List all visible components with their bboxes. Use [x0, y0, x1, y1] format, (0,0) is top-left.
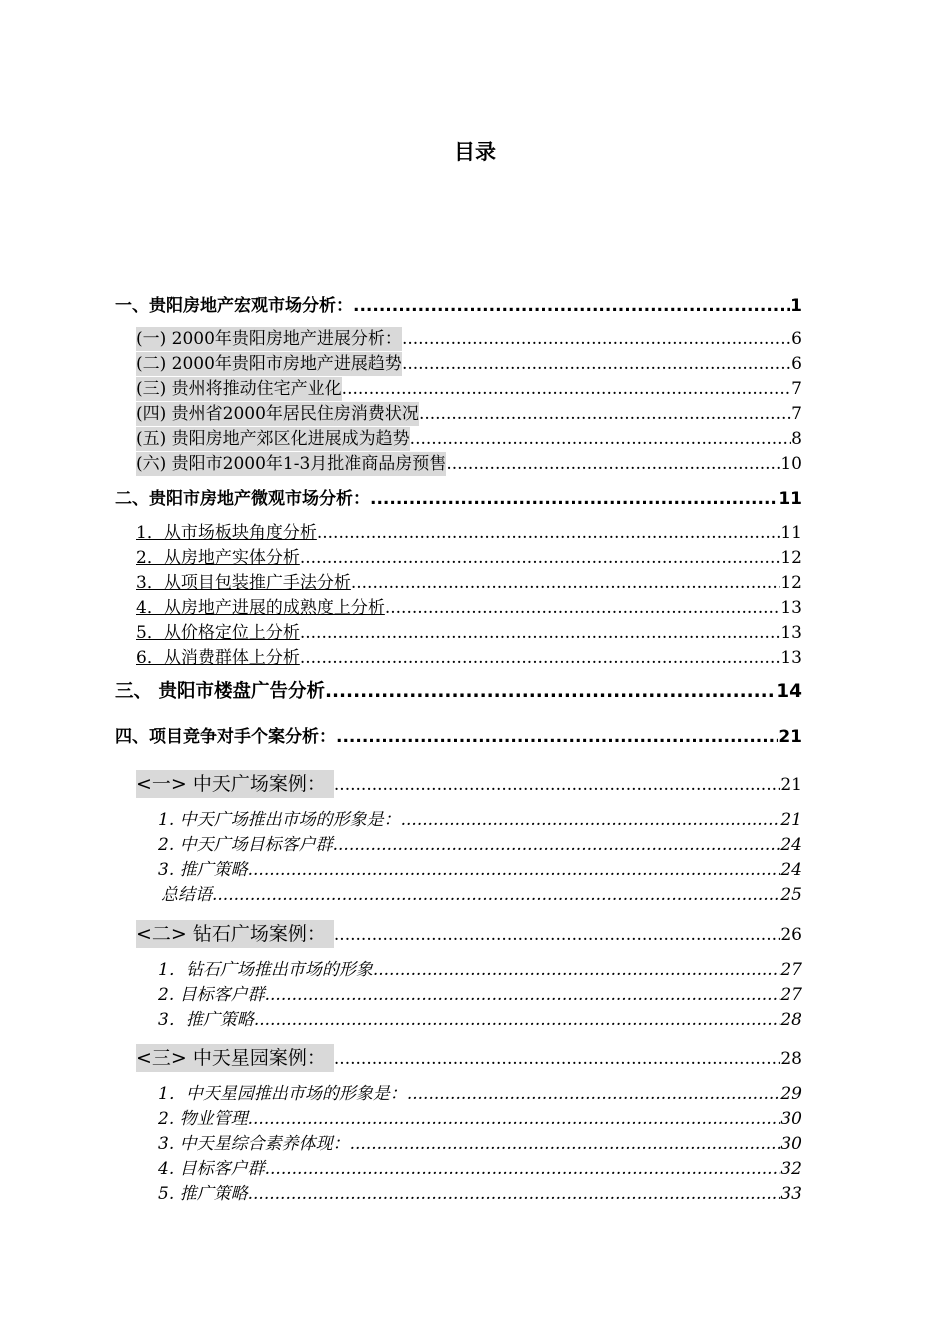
toc-entry-text: 2. 中天广场目标客户群	[158, 835, 333, 855]
toc-page-number: 12	[780, 573, 802, 593]
toc-page-number: 27	[780, 960, 802, 980]
toc-entry-text: (一) 2000年贵阳房地产进展分析：	[136, 329, 402, 349]
toc-leader-dots	[334, 771, 780, 799]
toc-leader-dots	[248, 1182, 781, 1206]
toc-entry-text: 5．从价格定位上分析	[136, 623, 300, 643]
toc-subsection-1-3[interactable]	[136, 377, 802, 401]
toc-case-3-item-3[interactable]	[158, 1132, 802, 1156]
toc-page-number: 12	[780, 548, 802, 568]
toc-subsection-1-4[interactable]	[136, 402, 802, 426]
toc-entry-text: (三) 贵州将推动住宅产业化	[136, 379, 342, 399]
toc-entry-text: <二> 钻石广场案例：	[136, 920, 334, 948]
toc-entry-text: (四) 贵州省2000年居民住房消费状况	[136, 404, 419, 424]
toc-entry-text: 3. 推广策略	[158, 860, 248, 880]
toc-leader-dots	[350, 1132, 781, 1156]
toc-page-number: 11	[780, 523, 802, 543]
toc-leader-dots	[407, 1082, 781, 1106]
toc-page-number: 25	[780, 885, 802, 905]
toc-page-number: 1	[790, 296, 802, 316]
toc-page-number: 30	[780, 1109, 802, 1129]
toc-leader-dots	[373, 958, 781, 982]
toc-page-number: 14	[776, 681, 802, 702]
toc-leader-dots	[342, 377, 792, 401]
toc-leader-dots	[265, 983, 781, 1007]
toc-leader-dots	[446, 452, 780, 476]
toc-entry-text: 1．中天星园推出市场的形象是：	[158, 1084, 407, 1104]
toc-subsection-1-6[interactable]	[136, 452, 802, 476]
toc-case-2[interactable]	[136, 920, 802, 949]
toc-page-number: 6	[791, 329, 802, 349]
toc-subsection-2-3[interactable]	[136, 571, 802, 595]
toc-leader-dots	[402, 327, 791, 351]
toc-leader-dots	[334, 1045, 780, 1073]
toc-entry-text: 二、贵阳市房地产微观市场分析：	[115, 489, 370, 509]
toc-page-number: 13	[780, 648, 802, 668]
toc-page-number: 7	[791, 404, 802, 424]
toc-case-1-item-4[interactable]	[161, 883, 802, 907]
toc-case-1[interactable]	[136, 770, 802, 799]
toc-entry-text: 总结语	[161, 885, 212, 905]
toc-leader-dots	[336, 725, 778, 749]
toc-subsection-1-1[interactable]	[136, 327, 802, 351]
toc-entry-text: 三、 贵阳市楼盘广告分析	[115, 681, 325, 702]
toc-section-3[interactable]	[115, 680, 802, 704]
toc-leader-dots	[333, 833, 781, 857]
toc-leader-dots	[402, 352, 791, 376]
toc-entry-text: 1．从市场板块角度分析	[136, 523, 317, 543]
toc-page-number: 21	[780, 810, 802, 830]
toc-page-number: 32	[780, 1159, 802, 1179]
toc-entry-text: (二) 2000年贵阳市房地产进展趋势	[136, 354, 402, 374]
toc-page-number: 21	[780, 775, 802, 795]
toc-subsection-1-5[interactable]	[136, 427, 802, 451]
toc-entry-text: 2．从房地产实体分析	[136, 548, 300, 568]
toc-entry-text: (六) 贵阳市2000年1-3月批准商品房预售	[136, 454, 447, 474]
toc-leader-dots	[254, 1008, 781, 1032]
toc-entry-text: 4. 目标客户群	[158, 1159, 265, 1179]
toc-page-number: 29	[780, 1084, 802, 1104]
toc-subsection-2-5[interactable]	[136, 621, 802, 645]
toc-entry-text: <一> 中天广场案例：	[136, 770, 334, 798]
toc-subsection-2-2[interactable]	[136, 546, 802, 570]
toc-entry-text: (五) 贵阳房地产郊区化进展成为趋势	[136, 429, 410, 449]
toc-leader-dots	[317, 521, 781, 545]
toc-subsection-2-4[interactable]	[136, 596, 802, 620]
toc-case-3-item-2[interactable]	[158, 1107, 802, 1131]
page-title: 目录	[454, 140, 496, 164]
toc-entry-text: 3．从项目包装推广手法分析	[136, 573, 351, 593]
toc-section-2[interactable]	[115, 487, 802, 511]
toc-leader-dots	[351, 571, 781, 595]
toc-case-3-item-4[interactable]	[158, 1157, 802, 1181]
toc-leader-dots	[300, 546, 781, 570]
toc-leader-dots	[248, 858, 781, 882]
toc-entry-text: 5. 推广策略	[158, 1184, 248, 1204]
toc-leader-dots	[419, 402, 791, 426]
toc-page-number: 8	[791, 429, 802, 449]
toc-entry-text: 2. 目标客户群	[158, 985, 265, 1005]
toc-entry-text: 1．钻石广场推出市场的形象	[158, 960, 373, 980]
toc-page-number: 28	[780, 1010, 802, 1030]
toc-page-number: 13	[780, 623, 802, 643]
toc-page-number: 6	[791, 354, 802, 374]
toc-entry-text: <三> 中天星园案例：	[136, 1044, 334, 1072]
toc-page-number: 27	[780, 985, 802, 1005]
toc-case-2-item-1[interactable]	[158, 958, 802, 982]
toc-case-2-item-3[interactable]	[158, 1008, 802, 1032]
toc-subsection-2-1[interactable]	[136, 521, 802, 545]
toc-entry-text: 3．推广策略	[158, 1010, 254, 1030]
toc-leader-dots	[212, 883, 780, 907]
toc-case-1-item-3[interactable]	[158, 858, 802, 882]
toc-leader-dots	[334, 921, 780, 949]
toc-case-3[interactable]	[136, 1044, 802, 1073]
toc-leader-dots	[248, 1107, 781, 1131]
toc-case-1-item-2[interactable]	[158, 833, 802, 857]
toc-page-number: 21	[778, 727, 802, 747]
toc-entry-text: 四、项目竞争对手个案分析：	[115, 727, 336, 747]
toc-entry-text: 一、贵阳房地产宏观市场分析：	[115, 296, 353, 316]
toc-page-number: 30	[780, 1134, 802, 1154]
toc-leader-dots	[401, 808, 781, 832]
toc-case-1-item-1[interactable]	[158, 808, 802, 832]
toc-page-number: 10	[780, 454, 802, 474]
toc-page-number: 24	[780, 860, 802, 880]
toc-section-1[interactable]	[115, 294, 802, 318]
toc-section-4[interactable]	[115, 725, 802, 749]
toc-page-number: 11	[778, 489, 802, 509]
toc-page-number: 24	[780, 835, 802, 855]
toc-leader-dots	[325, 680, 776, 704]
toc-leader-dots	[353, 294, 790, 318]
toc-leader-dots	[370, 487, 778, 511]
toc-leader-dots	[300, 646, 781, 670]
toc-leader-dots	[265, 1157, 781, 1181]
toc-entry-text: 4．从房地产进展的成熟度上分析	[136, 598, 385, 618]
toc-leader-dots	[385, 596, 781, 620]
toc-subsection-1-2[interactable]	[136, 352, 802, 376]
toc-leader-dots	[410, 427, 792, 451]
toc-entry-text: 2. 物业管理	[158, 1109, 248, 1129]
toc-case-3-item-1[interactable]	[158, 1082, 802, 1106]
toc-page-number: 13	[780, 598, 802, 618]
toc-page-number: 26	[780, 925, 802, 945]
toc-page-number: 33	[780, 1184, 802, 1204]
toc-entry-text: 1. 中天广场推出市场的形象是：	[158, 810, 401, 830]
toc-entry-text: 6．从消费群体上分析	[136, 648, 300, 668]
toc-leader-dots	[300, 621, 781, 645]
toc-page-number: 28	[780, 1049, 802, 1069]
toc-case-3-item-5[interactable]	[158, 1182, 802, 1206]
toc-subsection-2-6[interactable]	[136, 646, 802, 670]
toc-entry-text: 3. 中天星综合素养体现：	[158, 1134, 350, 1154]
toc-page-number: 7	[791, 379, 802, 399]
toc-case-2-item-2[interactable]	[158, 983, 802, 1007]
